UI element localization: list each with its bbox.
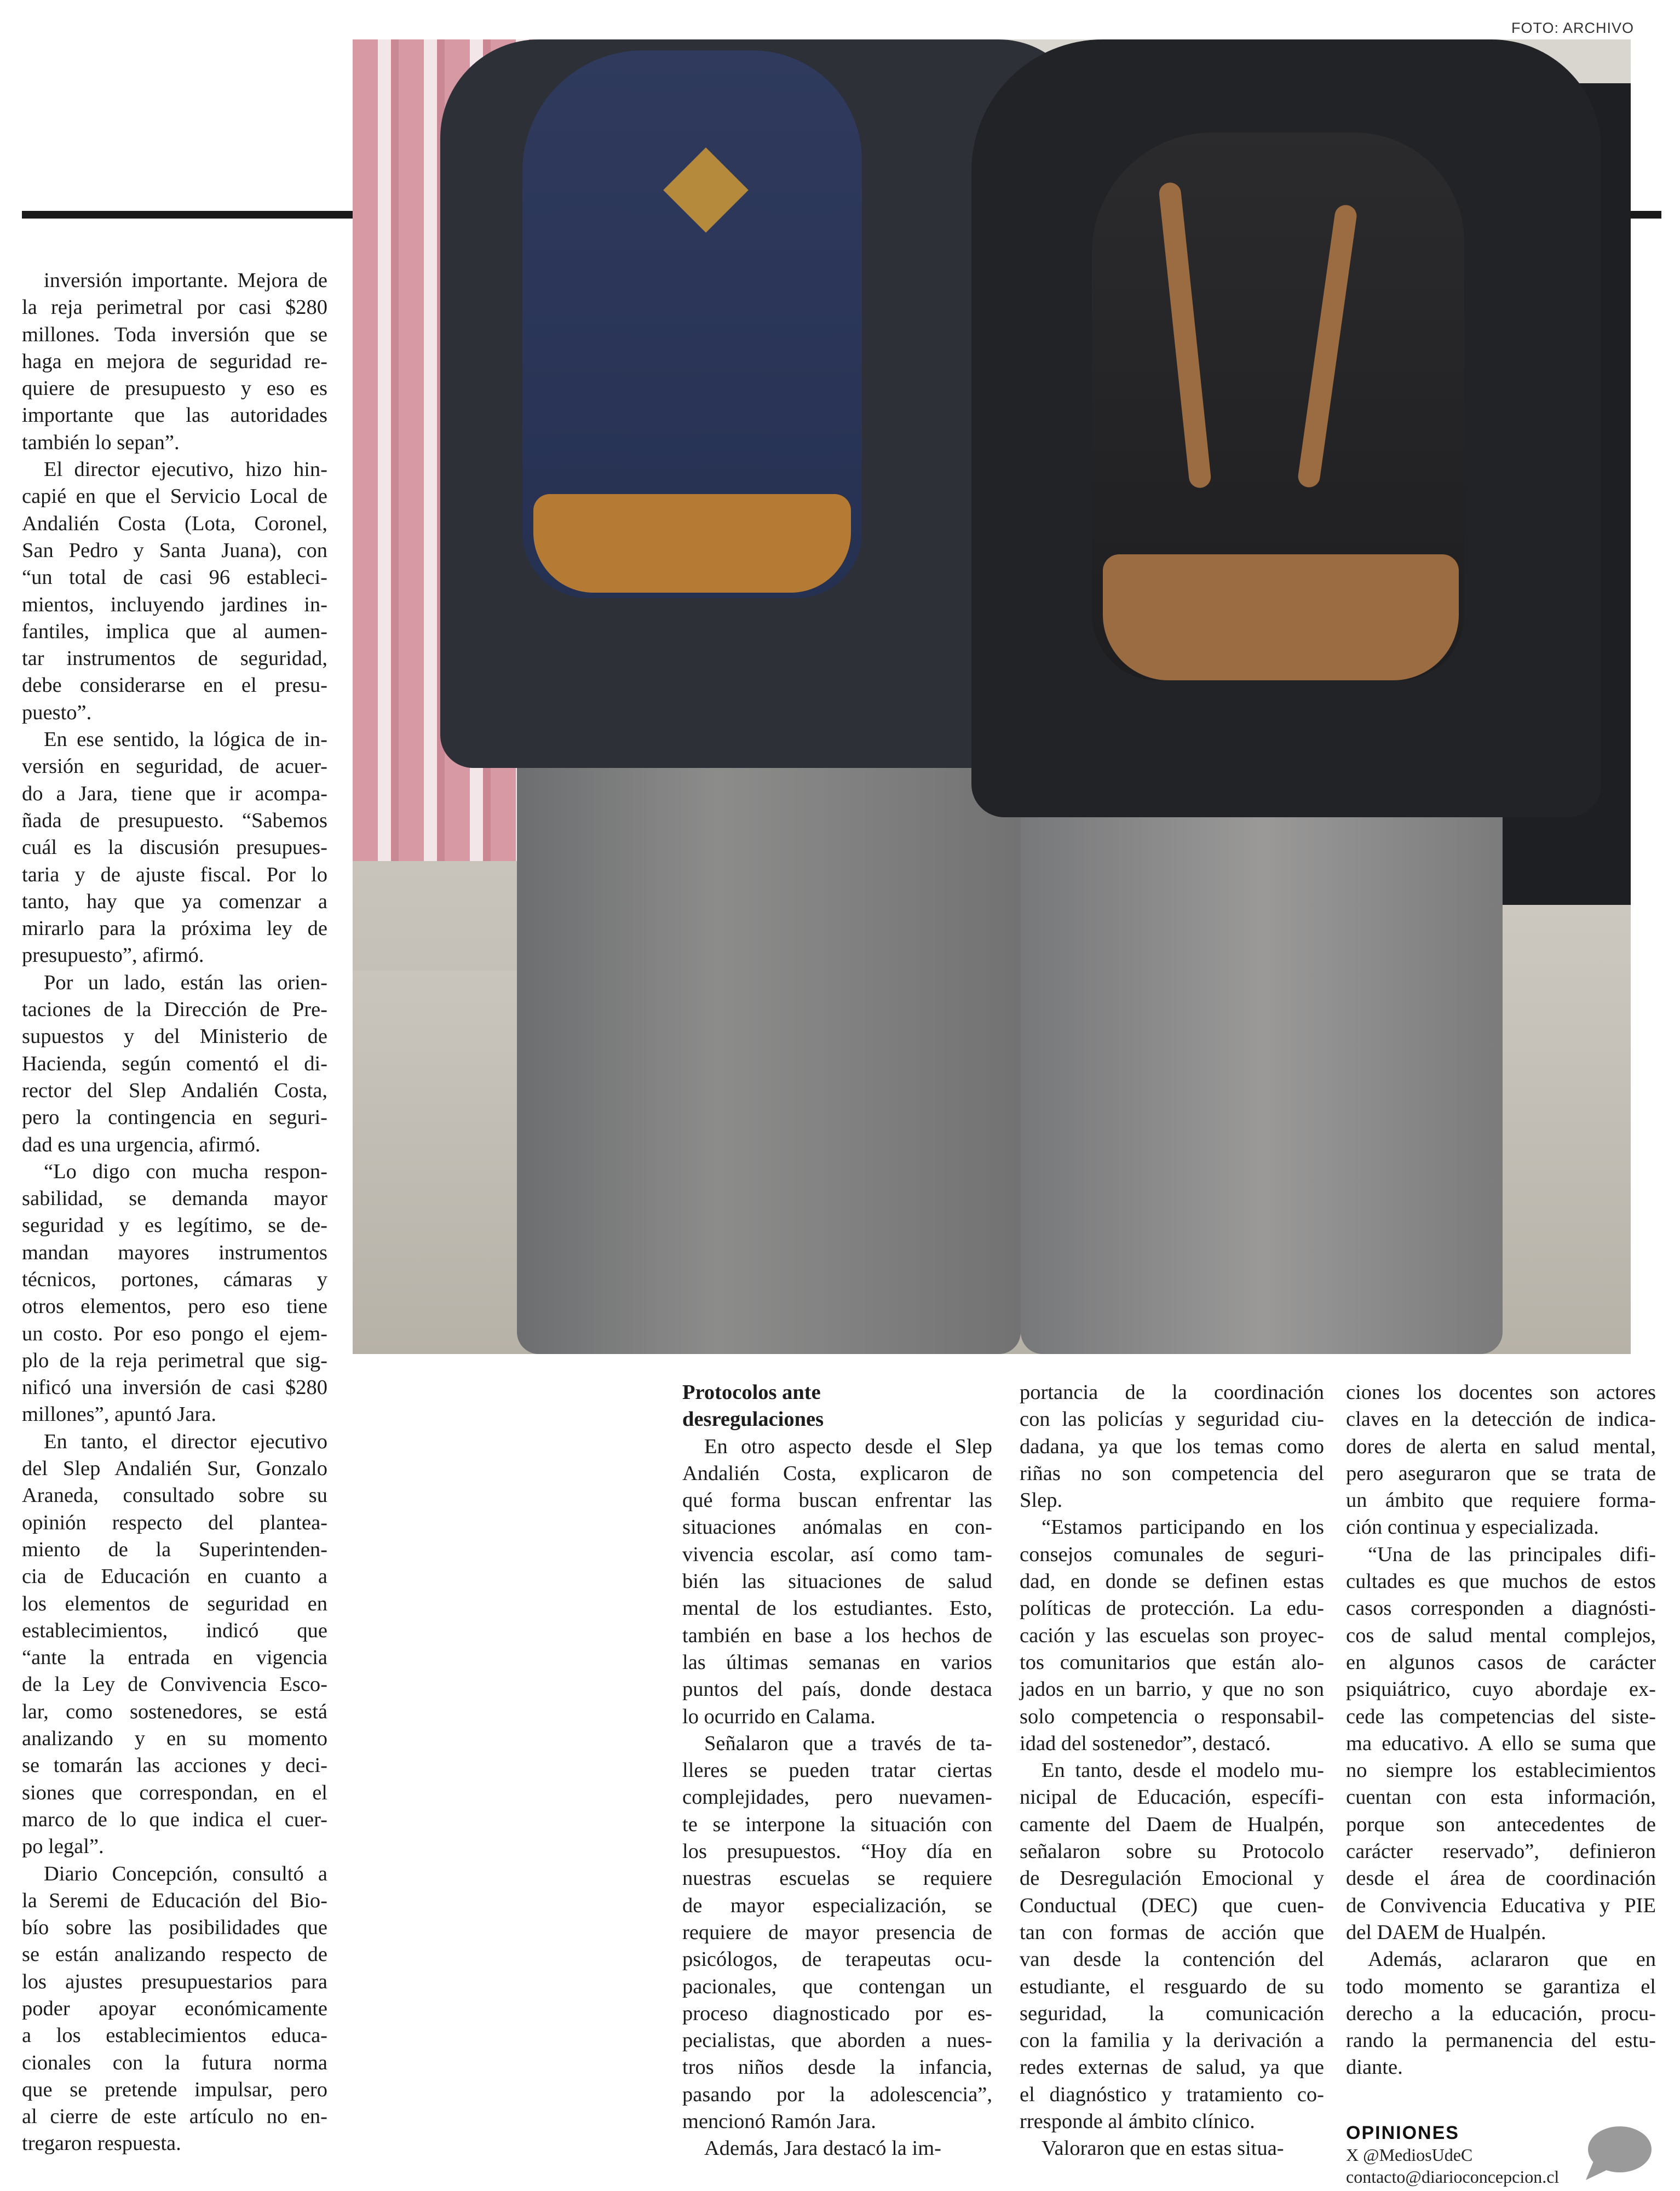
text-line: dores de alerta en salud mental,: [1346, 1435, 1656, 1458]
text-line: cuentan con esta información,: [1346, 1786, 1656, 1809]
text-line: supuestos y del Ministerio de: [22, 1025, 327, 1048]
text-line: seguridad y es legítimo, se de-: [22, 1214, 327, 1237]
text-line: pasando por la adolescencia”,: [682, 2083, 992, 2106]
subhead-line: desregulaciones: [682, 1408, 824, 1431]
text-line: nificó una inversión de casi $280: [22, 1376, 327, 1400]
text-line: “Estamos participando en los: [1042, 1516, 1324, 1539]
article-paragraph: [1020, 1379, 1324, 1514]
text-line: los ajustes presupuestarios para: [22, 1970, 327, 1993]
text-line: cede las competencias del siste-: [1346, 1705, 1656, 1728]
text-line: un costo. Por eso pongo el ejem-: [22, 1322, 327, 1345]
text-line: también en base a los hechos de: [682, 1624, 992, 1647]
text-line: Andalién Costa (Lota, Coronel,: [22, 512, 327, 535]
text-line: de Desregulación Emocional y: [1020, 1867, 1324, 1890]
text-line: En ese sentido, la lógica de in-: [44, 728, 327, 752]
text-line: cultades es que muchos de estos: [1346, 1570, 1656, 1593]
text-line: rector del Slep Andalién Costa,: [22, 1079, 327, 1102]
text-line: pero aseguraron que se trata de: [1346, 1461, 1656, 1485]
text-line: versión en seguridad, de acuer-: [22, 755, 327, 778]
text-line: con las policías y seguridad ciu-: [1020, 1408, 1324, 1431]
article-paragraph: [22, 1158, 327, 1429]
text-line: camente del Daem de Hualpén,: [1020, 1813, 1324, 1836]
text-line: poder apoyar económicamente: [22, 1997, 327, 2020]
text-line: estudiante, el resguardo de su: [1020, 1975, 1324, 1998]
text-line: “ante la entrada en vigencia: [22, 1646, 327, 1670]
text-line: Andalién Costa, explicaron de: [682, 1461, 992, 1485]
text-line: puntos del país, donde destaca: [682, 1678, 992, 1701]
text-line: van desde la contención del: [1020, 1948, 1324, 1971]
text-line: Además, aclararon que en: [1368, 1948, 1656, 1971]
text-line: tos comunitarios que están alo-: [1020, 1650, 1324, 1674]
article-paragraph: [1020, 1514, 1324, 1757]
article-photo: [353, 39, 1631, 1354]
text-line: lo ocurrido en Calama.: [682, 1705, 876, 1728]
text-line: carácter reservado”, definieron: [1346, 1840, 1656, 1863]
text-line: técnicos, portones, cámaras y: [22, 1267, 327, 1291]
text-line: quiere de presupuesto y eso es: [22, 377, 327, 400]
photo-backpack-blue-base: [533, 494, 851, 593]
article-column-2: [1020, 1379, 1324, 2163]
text-line: nicipal de Educación, específi-: [1020, 1786, 1324, 1809]
text-line: dadana, ya que los temas como: [1020, 1435, 1324, 1458]
text-line: mencionó Ramón Jara.: [682, 2110, 876, 2133]
text-line: rresponde al ámbito clínico.: [1020, 2110, 1255, 2133]
text-line: tros niños desde la infancia,: [682, 2056, 992, 2079]
text-line: ción continua y especializada.: [1346, 1516, 1599, 1539]
top-rule-right: [1631, 211, 1661, 219]
section-subhead: [682, 1379, 992, 1433]
text-line: En otro aspecto desde el Slep: [704, 1435, 992, 1458]
text-line: consejos comunales de seguri-: [1020, 1542, 1324, 1566]
text-line: se están analizando respecto de: [22, 1943, 327, 1966]
text-line: cionales con la futura norma: [22, 2051, 327, 2074]
text-line: presupuesto”, afirmó.: [22, 944, 204, 967]
text-line: también lo sepan”.: [22, 431, 180, 454]
text-line: pacionales, que contengan un: [682, 1975, 992, 1998]
text-line: vivencia escolar, así como tam-: [682, 1542, 992, 1566]
text-line: portancia de la coordinación: [1020, 1381, 1324, 1404]
text-line: mental de los estudiantes. Esto,: [682, 1597, 992, 1620]
text-line: do a Jara, tiene que ir acompa-: [22, 782, 327, 805]
text-line: sabilidad, se demanda mayor: [22, 1187, 327, 1211]
text-line: Conductual (DEC) que cuen-: [1020, 1894, 1324, 1917]
photo-backpack-black-base: [1103, 554, 1459, 680]
text-line: bién las situaciones de salud: [682, 1570, 992, 1593]
top-rule-left: [22, 211, 353, 219]
text-line: Diario Concepción, consultó a: [44, 1862, 327, 1885]
text-line: el diagnóstico y tratamiento co-: [1020, 2083, 1324, 2106]
text-line: En tanto, desde el modelo mu-: [1042, 1759, 1324, 1782]
text-line: pecialistas, que aborden a nues-: [682, 2029, 992, 2052]
text-line: mandan mayores instrumentos: [22, 1241, 327, 1264]
article-paragraph: [22, 970, 327, 1158]
text-line: ma educativo. A ello se suma que: [1346, 1731, 1656, 1755]
text-line: siones que correspondan, en el: [22, 1781, 327, 1804]
text-line: cación y las escuelas son proyec-: [1020, 1624, 1324, 1647]
text-line: En tanto, el director ejecutivo: [44, 1430, 327, 1453]
text-line: derecho a la educación, procu-: [1346, 2001, 1656, 2025]
article-paragraph: [22, 456, 327, 726]
text-line: del Slep Andalién Sur, Gonzalo: [22, 1457, 327, 1481]
text-line: Valoraron que en estas situa-: [1042, 2137, 1284, 2160]
text-line: ciones los docentes son actores: [1346, 1381, 1656, 1404]
text-line: dad es una urgencia, afirmó.: [22, 1133, 261, 1156]
text-line: millones. Toda inversión que se: [22, 323, 327, 346]
text-line: po legal”.: [22, 1835, 104, 1859]
text-line: se tomarán las acciones y deci-: [22, 1754, 327, 1777]
text-line: plo de la reja perimetral que sig-: [22, 1349, 327, 1372]
text-line: puesto”.: [22, 701, 92, 724]
opiniones-label: OPINIONES: [1346, 2123, 1459, 2143]
text-line: Además, Jara destacó la im-: [704, 2137, 941, 2160]
article-paragraph: [22, 1861, 327, 2158]
article-paragraph: [682, 2135, 992, 2162]
article-column-3: [1346, 1379, 1656, 2081]
text-line: la reja perimetral por casi $280: [22, 296, 327, 319]
text-line: con la familia y la derivación a: [1020, 2029, 1324, 2052]
text-line: taria y de ajuste fiscal. Por lo: [22, 863, 327, 886]
text-line: jados en un barrio, y que no son: [1020, 1678, 1324, 1701]
speech-bubble-icon: [1581, 2123, 1653, 2183]
text-line: requiere de mayor presencia de: [682, 1920, 992, 1944]
text-line: capié en que el Servicio Local de: [22, 485, 327, 508]
text-line: inversión importante. Mejora de: [44, 269, 327, 292]
text-line: en algunos casos de carácter: [1346, 1650, 1656, 1674]
text-line: mirarlo para la próxima ley de: [22, 917, 327, 940]
text-line: analizando y en su momento: [22, 1727, 327, 1751]
text-line: nuestras escuelas se requiere: [682, 1867, 992, 1890]
text-line: haga en mejora de seguridad re-: [22, 349, 327, 373]
article-paragraph: [22, 1429, 327, 1861]
text-line: “un total de casi 96 estableci-: [22, 566, 327, 589]
subhead-line: Protocolos ante: [682, 1381, 821, 1404]
text-line: los elementos de seguridad en: [22, 1592, 327, 1615]
text-line: Hacienda, según comentó el di-: [22, 1052, 327, 1075]
text-line: San Pedro y Santa Juana), con: [22, 538, 327, 562]
text-line: marco de lo que indica el cuer-: [22, 1808, 327, 1831]
text-line: psiquiátrico, cuyo abordaje ex-: [1346, 1678, 1656, 1701]
text-line: tanto, hay que ya comenzar a: [22, 890, 327, 913]
text-line: tar instrumentos de seguridad,: [22, 647, 327, 670]
text-line: rando la permanencia del estu-: [1346, 2029, 1656, 2052]
text-line: mientos, incluyendo jardines in-: [22, 593, 327, 616]
text-line: tan con formas de acción que: [1020, 1920, 1324, 1944]
text-line: que se pretende impulsar, pero: [22, 2078, 327, 2101]
text-line: miento de la Superintenden-: [22, 1538, 327, 1561]
article-column-1: [682, 1379, 992, 2163]
article-column-left: [22, 267, 327, 2158]
text-line: casos corresponden a diagnósti-: [1346, 1597, 1656, 1620]
text-line: claves en la detección de indica-: [1346, 1408, 1656, 1431]
text-line: solo competencia o responsabil-: [1020, 1705, 1324, 1728]
text-line: proceso diagnosticado por es-: [682, 2001, 992, 2025]
text-line: no siempre los establecimientos: [1346, 1759, 1656, 1782]
text-line: ñada de presupuesto. “Sabemos: [22, 808, 327, 832]
text-line: pero la contingencia en seguri-: [22, 1106, 327, 1129]
text-line: porque son antecedentes de: [1346, 1813, 1656, 1836]
article-paragraph: [1020, 2135, 1324, 2162]
text-line: desde el área de coordinación: [1346, 1867, 1656, 1890]
text-line: te se interpone la situación con: [682, 1813, 992, 1836]
article-paragraph: [682, 1433, 992, 1730]
text-line: al cierre de este artículo no en-: [22, 2105, 327, 2129]
text-line: importante que las autoridades: [22, 404, 327, 427]
photo-person-left-pants: [517, 724, 1021, 1354]
article-paragraph: [1346, 1541, 1656, 1946]
text-line: todo momento se garantiza el: [1346, 1975, 1656, 1998]
text-line: los presupuestos. “Hoy día en: [682, 1840, 992, 1863]
text-line: lleres se pueden tratar ciertas: [682, 1759, 992, 1782]
text-line: a los establecimientos educa-: [22, 2024, 327, 2047]
text-line: Señalaron que a través de ta-: [704, 1731, 992, 1755]
text-line: debe considerarse en el presu-: [22, 674, 327, 697]
text-line: fantiles, implica que al aumen-: [22, 620, 327, 643]
text-line: Araneda, consultado sobre su: [22, 1484, 327, 1507]
photo-person-center-pants: [1021, 784, 1503, 1354]
text-line: idad del sostenedor”, destacó.: [1020, 1731, 1271, 1755]
text-line: tregaron respuesta.: [22, 2132, 181, 2155]
text-line: de Convivencia Educativa y PIE: [1346, 1894, 1656, 1917]
text-line: de mayor especialización, se: [682, 1894, 992, 1917]
text-line: señalaron sobre su Protocolo: [1020, 1840, 1324, 1863]
text-line: qué forma buscan enfrentar las: [682, 1489, 992, 1512]
text-line: otros elementos, pero eso tiene: [22, 1295, 327, 1318]
text-line: cos de salud mental complejos,: [1346, 1624, 1656, 1647]
text-line: complejidades, pero nuevamen-: [682, 1786, 992, 1809]
text-line: lar, como sostenedores, se está: [22, 1700, 327, 1723]
text-line: Por un lado, están las orien-: [44, 971, 327, 994]
text-line: las últimas semanas en varios: [682, 1650, 992, 1674]
text-line: millones”, apuntó Jara.: [22, 1403, 216, 1426]
text-line: establecimientos, indicó que: [22, 1619, 327, 1642]
text-line: cia de Educación en cuanto a: [22, 1565, 327, 1588]
article-paragraph: [1346, 1379, 1656, 1541]
text-line: “Lo digo con mucha respon-: [44, 1160, 327, 1183]
text-line: opinión respecto del plantea-: [22, 1511, 327, 1534]
text-line: situaciones anómalas en con-: [682, 1516, 992, 1539]
article-paragraph: [22, 726, 327, 970]
text-line: Slep.: [1020, 1489, 1063, 1512]
text-line: seguridad, la comunicación: [1020, 2001, 1324, 2025]
article-paragraph: [22, 267, 327, 456]
photo-credit: FOTO: ARCHIVO: [1511, 20, 1634, 36]
text-line: bío sobre las posibilidades que: [22, 1916, 327, 1940]
article-paragraph: [1020, 1757, 1324, 2135]
opiniones-email[interactable]: contacto@diarioconcepcion.cl: [1346, 2167, 1560, 2187]
article-paragraph: [1346, 1946, 1656, 2081]
text-line: redes externas de salud, ya que: [1020, 2056, 1324, 2079]
text-line: políticas de protección. La edu-: [1020, 1597, 1324, 1620]
text-line: un ámbito que requiere forma-: [1346, 1489, 1656, 1512]
text-line: del DAEM de Hualpén.: [1346, 1920, 1546, 1944]
text-line: dad, en donde se definen estas: [1020, 1570, 1324, 1593]
text-line: taciones de la Dirección de Pre-: [22, 998, 327, 1022]
text-line: cuál es la discusión presupues-: [22, 836, 327, 859]
text-line: psicólogos, de terapeutas ocu-: [682, 1948, 992, 1971]
text-line: diante.: [1346, 2056, 1403, 2079]
text-line: de la Ley de Convivencia Esco-: [22, 1673, 327, 1696]
opiniones-twitter[interactable]: X @MediosUdeC: [1346, 2145, 1473, 2165]
text-line: riñas no son competencia del: [1020, 1461, 1324, 1485]
text-line: la Seremi de Educación del Bio-: [22, 1889, 327, 1912]
text-line: “Una de las principales difi-: [1368, 1542, 1656, 1566]
text-line: El director ejecutivo, hizo hin-: [44, 458, 327, 481]
article-paragraph: [682, 1730, 992, 2135]
